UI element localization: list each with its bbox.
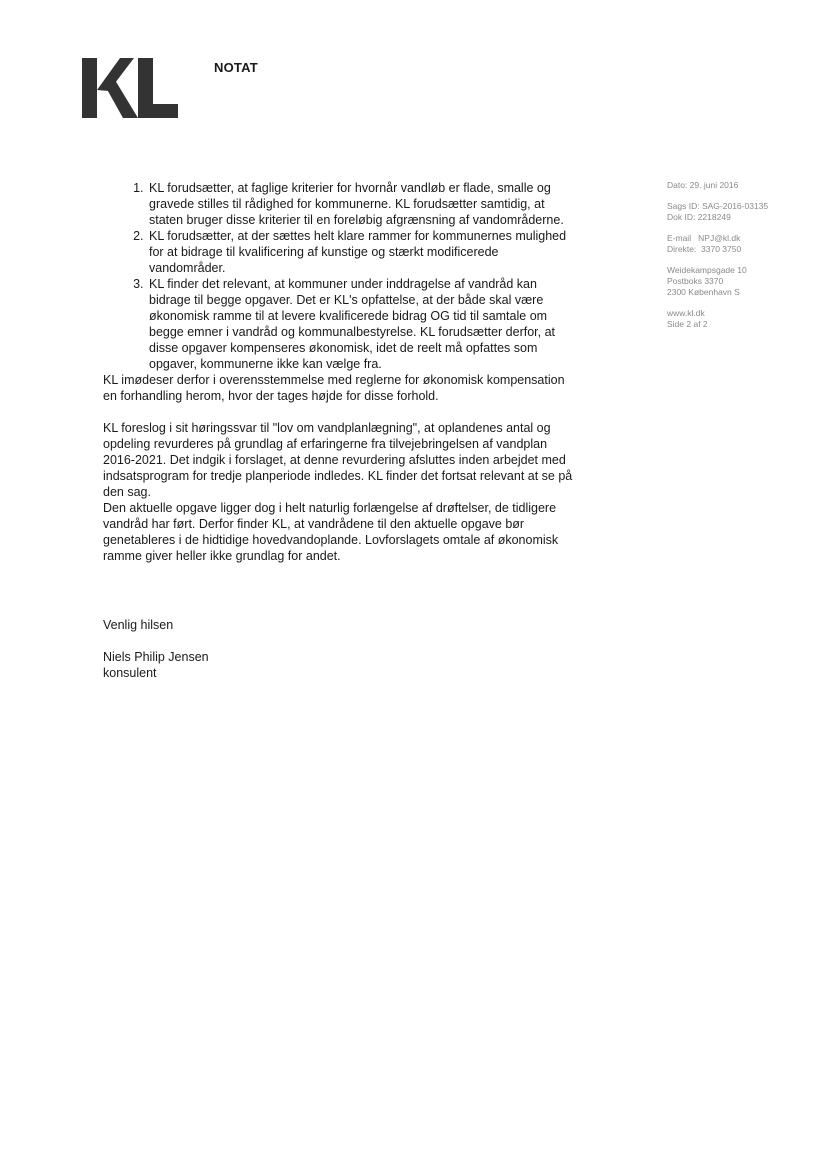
list-item: 1. KL forudsætter, at faglige kriterier for hvornår vandløb er flade, smalle og gravede stilles til rådighed for kommunerne. KL forudsætter samtidig, at staten bruger disse kriterier til en foreløbig afgrænsning af vandområderne.: [147, 180, 573, 228]
email-field: E-mail NPJ@kl.dk: [667, 233, 741, 243]
signature-block: [103, 649, 209, 681]
signer-name: Niels Philip Jensen: [103, 650, 209, 664]
requirements-list: [103, 180, 573, 372]
kl-logo: [82, 58, 178, 123]
address-street: Weidekampsgade 10: [667, 265, 747, 275]
letter-body: [103, 180, 573, 564]
date-field: Dato: 29. juni 2016: [667, 180, 739, 190]
case-id-field: Sags ID: SAG-2016-03135: [667, 201, 769, 211]
address-city: 2300 København S: [667, 287, 740, 297]
website-link[interactable]: www.kl.dk: [667, 308, 705, 318]
paragraph-current-task: Den aktuelle opgave ligger dog i helt naturlig forlængelse af drøftelser, de tidligere vandråd har ført. Derfor finder KL, at vandrådene til den aktuelle opgave bør genetableres i de hidtidige hovedvandoplande. Lovforslagets omtale af økonomisk ramme giver heller ikke grundlag for andet.: [103, 501, 559, 563]
direct-phone-field: Direkte: 3370 3750: [667, 244, 742, 254]
document-type-label: NOTAT: [214, 60, 258, 75]
list-item: 2. KL forudsætter, at der sættes helt klare rammer for kommunernes mulighed for at bidrage til kvalificering af kunstige og stærkt modificerede vandområder.: [147, 228, 573, 276]
doc-id-field: Dok ID: 2218249: [667, 212, 731, 222]
document-metadata: [667, 180, 817, 340]
closing-greeting: Venlig hilsen: [103, 618, 174, 632]
signer-title: konsulent: [103, 666, 157, 680]
list-item: 3. KL finder det relevant, at kommuner under inddragelse af vandråd kan bidrage til begge opgaver. Det er KL's opfattelse, at der både skal være økonomisk ramme til at levere kvalificerede bidrag OG tid til samtale om begge emner i vandråd og kommunalbestyrelse. KL forudsætter derfor, at disse opgaver kompenseres økonomisk, idet de reelt må opfattes som opgaver, kommunerne ikke kan vælge fra.: [147, 276, 573, 372]
address-box: Postboks 3370: [667, 276, 724, 286]
paragraph-hearing-response: KL foreslog i sit høringssvar til "lov om vandplanlægning", at oplandenes antal og opdeling revurderes på grundlag af erfaringerne fra tilvejebringelsen af vandplan 2016-2021. Det indgik i forslaget, at denne revurdering afsluttes inden arbejdet med indsatsprogram for tredje planperiode indledes. KL finder det fortsat relevant at se på den sag.: [103, 421, 573, 499]
paragraph-compensation: KL imødeser derfor i overensstemmelse med reglerne for økonomisk kompensation en forhandling herom, hvor der tages højde for disse forhold.: [103, 373, 565, 403]
page-number: Side 2 af 2: [667, 319, 708, 329]
